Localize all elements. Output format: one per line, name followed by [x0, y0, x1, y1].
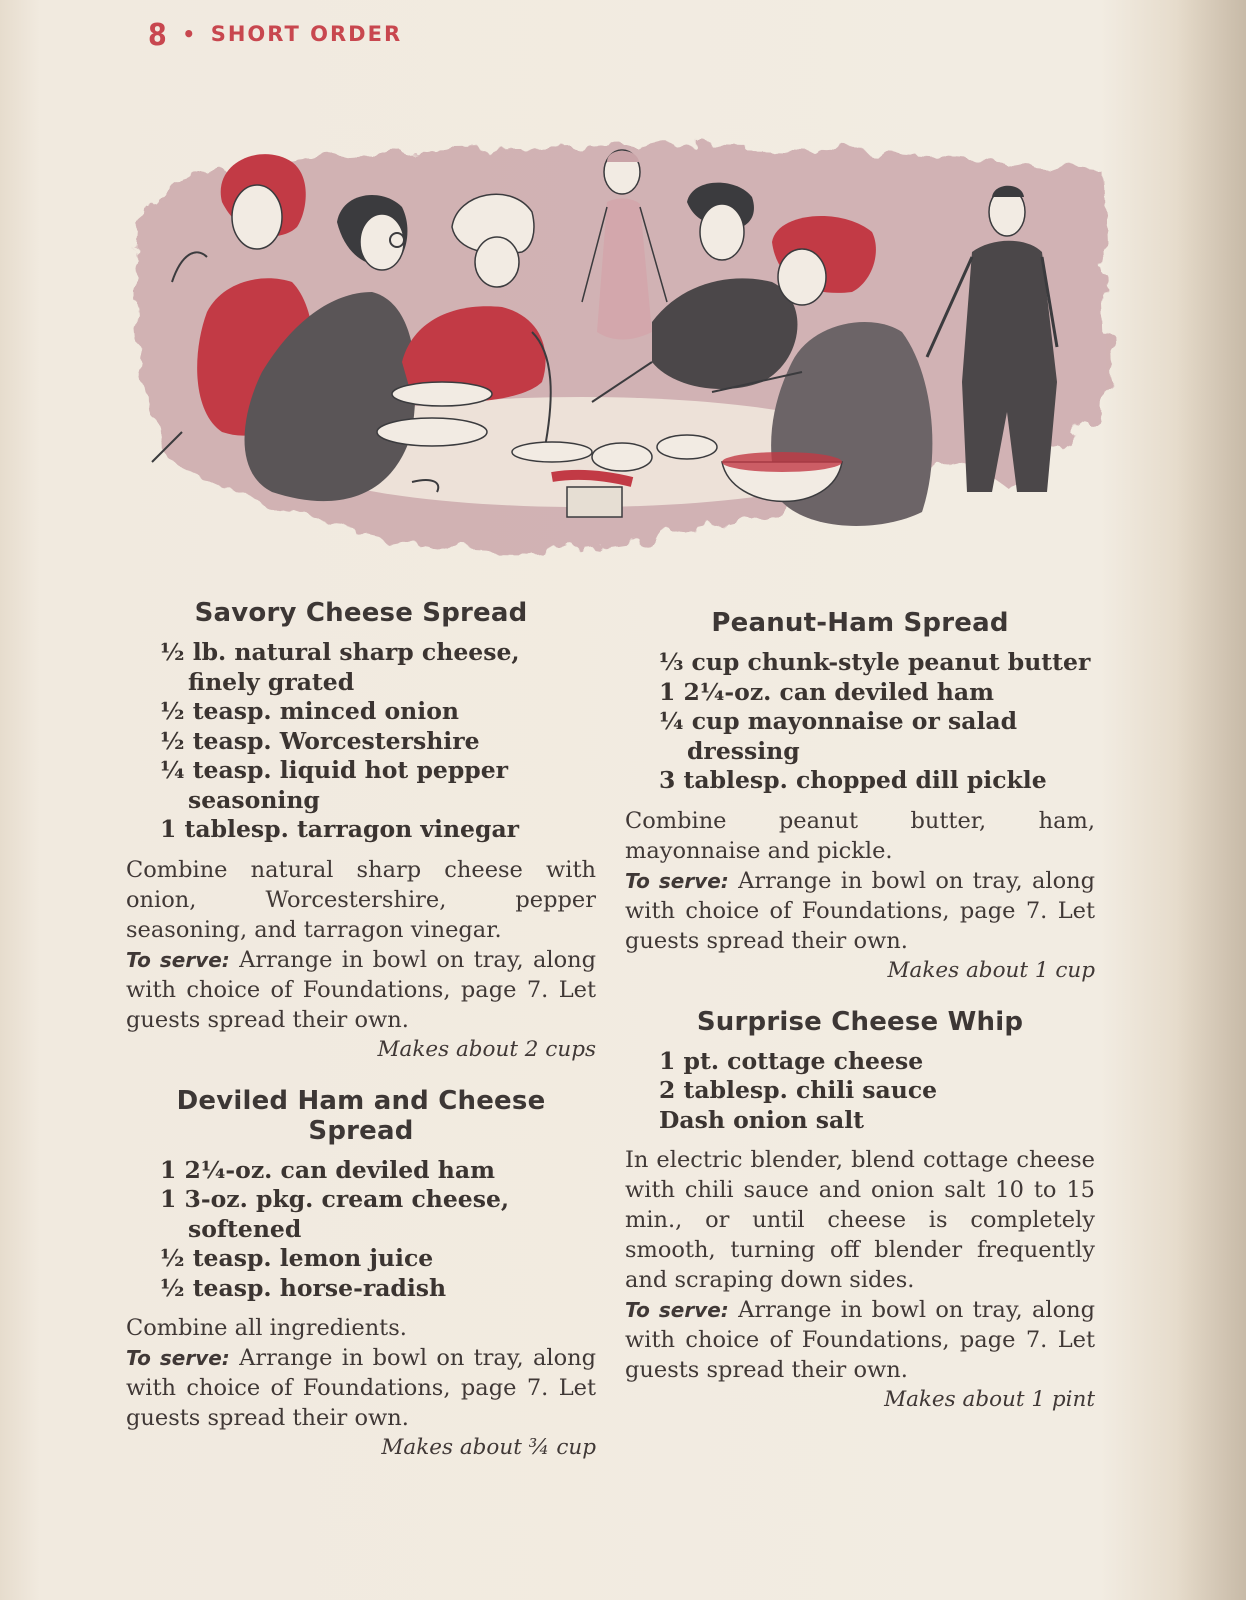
recipe-yield: Makes about 1 pint [884, 1387, 1095, 1412]
serve-label: To serve: [625, 868, 729, 893]
serve-text: Arrange in bowl on tray, along with choice of Foundations, page 7. Let guests spread their own. [625, 1297, 1096, 1383]
recipe-title: Surprise Cheese Whip [696, 1006, 1024, 1037]
ingredient-item: ⅓ cup chunk-style peanut butter [659, 648, 1091, 676]
method-body: Combine natural sharp cheese with onion, Worcestershire, pepper seasoning, and tarragon vinegar. [126, 856, 596, 943]
recipe-yield: Makes about ¾ cup [381, 1435, 596, 1460]
ingredient-item: 1 pt. cottage cheese [659, 1046, 924, 1075]
ingredient-item: ½ teasp. lemon juice [160, 1244, 434, 1272]
ingredient-item: ½ teasp. minced onion [160, 697, 459, 725]
method-text [625, 1145, 1095, 1385]
method-body: Combine all ingredients. [126, 1315, 407, 1341]
ingredient-item: 2 tablesp. chili sauce [659, 1076, 938, 1104]
recipe-yield: Makes about 1 cup [887, 957, 1095, 983]
method-body: Combine peanut butter, ham, mayonnaise and pickle. [625, 807, 1095, 864]
serve-label: To serve: [126, 947, 230, 972]
running-head [148, 18, 402, 53]
recipe-surprise-cheese-whip [625, 1007, 1095, 1413]
recipe-savory-cheese-spread [126, 598, 596, 1062]
ingredient-item: ¼ cup mayonnaise or salad dressing [659, 707, 1018, 765]
method-text [625, 806, 1095, 956]
recipe-title: Deviled Ham and Cheese Spread [176, 1085, 546, 1146]
serve-label: To serve: [126, 1346, 230, 1370]
recipe-peanut-ham-spread [625, 608, 1095, 983]
recipe-title: Savory Cheese Spread [194, 598, 528, 628]
ingredient-item: 3 tablesp. chopped dill pickle [659, 766, 1047, 794]
ingredient-list [126, 638, 596, 845]
recipe-yield: Makes about 2 cups [377, 1036, 596, 1062]
ingredient-item: ½ teasp. horse-radish [160, 1273, 447, 1302]
recipe-title: Peanut-Ham Spread [711, 608, 1009, 638]
ingredient-item: 1 2¼-oz. can deviled ham [160, 1155, 495, 1184]
ingredient-item: ½ lb. natural sharp cheese, finely grated [160, 638, 520, 696]
running-head-separator: • [182, 22, 198, 46]
method-body: In electric blender, blend cottage cheese with chili sauce and onion salt 10 to 15 min., or until cheese is completely smooth, turning off blender frequently and scraping down sides. [625, 1147, 1095, 1293]
right-column [625, 608, 1095, 1436]
ingredient-list [625, 648, 1095, 796]
ingredient-item: ½ teasp. Worcestershire [160, 726, 480, 755]
running-head-title: SHORT ORDER [210, 22, 403, 46]
method-text [126, 855, 596, 1035]
ingredient-item: Dash onion salt [659, 1105, 864, 1134]
serve-label: To serve: [625, 1298, 729, 1322]
left-column [126, 598, 596, 1484]
serve-text: Arrange in bowl on tray, along with choice of Foundations, page 7. Let guests spread their own. [126, 946, 597, 1033]
ingredient-list [126, 1156, 596, 1304]
ingredient-list [625, 1047, 1095, 1136]
dinner-party-illustration-icon [112, 132, 1122, 572]
spine-shadow [1176, 0, 1246, 1600]
ingredient-item: 1 tablesp. tarragon vinegar [160, 815, 520, 843]
recipe-deviled-ham-cheese-spread [126, 1086, 596, 1461]
serve-text: Arrange in bowl on tray, along with choice of Foundations, page 7. Let guests spread their own. [126, 1345, 597, 1431]
serve-text: Arrange in bowl on tray, along with choice of Foundations, page 7. Let guests spread their own. [625, 867, 1096, 954]
ingredient-item: 1 3-oz. pkg. cream cheese, softened [160, 1185, 510, 1243]
method-text [126, 1313, 596, 1433]
ingredient-item: 1 2¼-oz. can deviled ham [659, 677, 994, 706]
page-number: 8 [148, 18, 169, 53]
ingredient-item: ¼ teasp. liquid hot pepper seasoning [160, 756, 509, 814]
